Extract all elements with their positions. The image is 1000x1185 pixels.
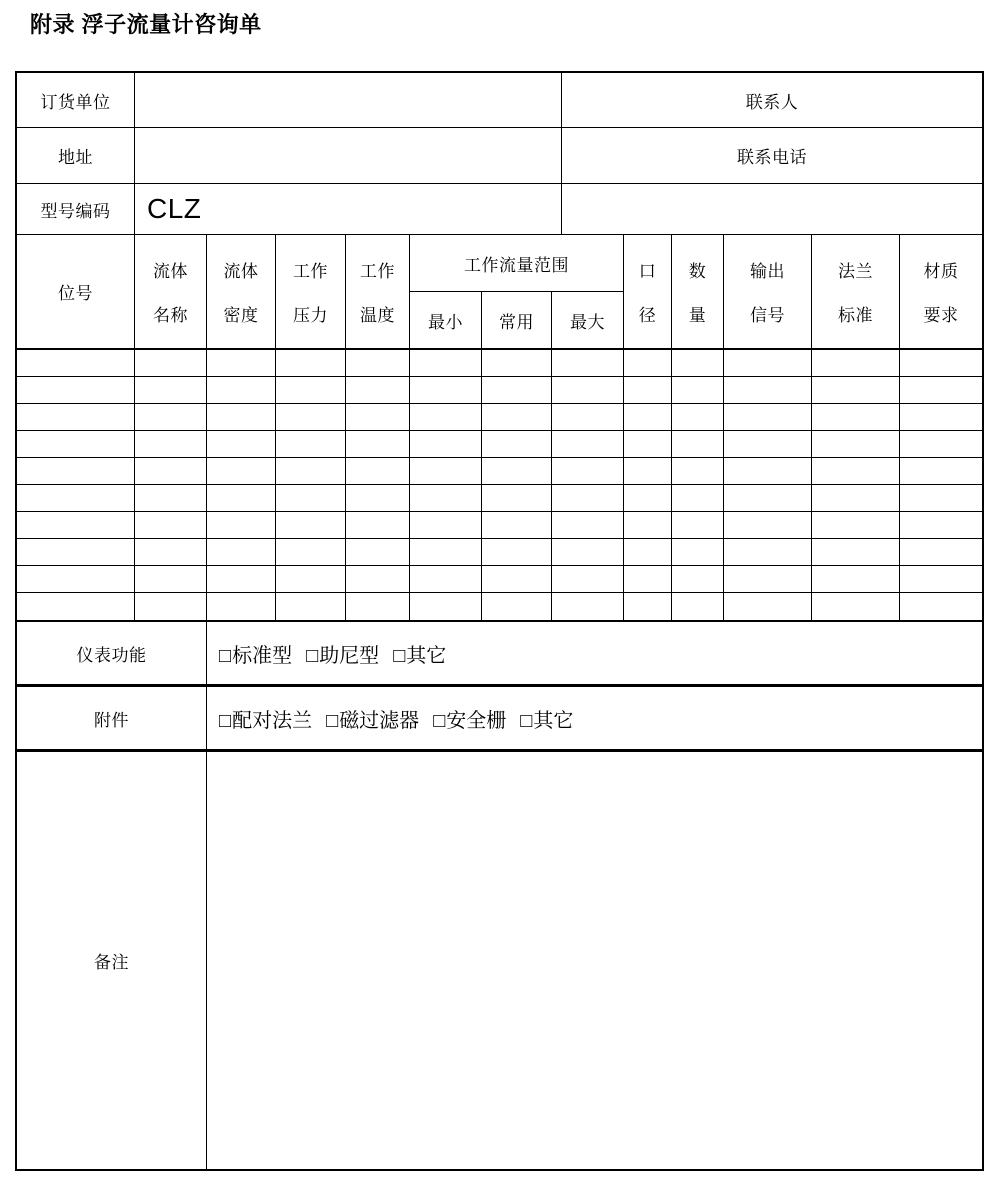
col-header-flange-standard [812,235,900,350]
grid-cell [346,593,410,620]
flowmeter-spec-table [17,234,982,620]
grid-cell [346,377,410,404]
grid-cell [207,539,276,566]
grid-cell [724,404,812,431]
checkbox-option [326,704,419,733]
grid-cell [724,539,812,566]
contact-info-section [17,73,982,234]
grid-cell [135,404,207,431]
grid-cell [135,431,207,458]
grid-cell [672,539,724,566]
checkbox-label: 标准型 [232,644,293,667]
grid-cell [207,377,276,404]
grid-cell [346,485,410,512]
grid-cell [276,350,346,377]
remarks-field [207,752,982,1169]
grid-cell [724,566,812,593]
grid-cell [410,377,482,404]
grid-cell [135,512,207,539]
grid-cell [482,485,552,512]
grid-cell [624,377,672,404]
col-header-material-requirement [900,235,982,350]
grid-cell [552,593,624,620]
header-line: 常用 [499,312,534,332]
grid-cell [552,539,624,566]
grid-cell [812,566,900,593]
grid-cell [552,485,624,512]
model-code-value: CLZ [135,184,562,234]
checkbox-icon: □ [219,644,232,667]
grid-cell [724,485,812,512]
grid-cell [672,404,724,431]
grid-cell [552,566,624,593]
col-header-flow-normal [482,292,552,350]
header-line: 输出 [750,262,785,282]
header-line: 最小 [428,312,463,332]
accessories-options [207,687,982,750]
grid-cell [17,512,135,539]
grid-cell [724,458,812,485]
grid-cell [482,404,552,431]
grid-cell [900,539,982,566]
grid-cell [410,404,482,431]
grid-cell [346,350,410,377]
col-header-fluid-name [135,235,207,350]
header-line: 口 [638,262,657,282]
grid-cell [482,350,552,377]
grid-cell [624,404,672,431]
order-unit-label: 订货单位 [17,73,135,128]
grid-cell [17,593,135,620]
page-title: 附录 浮子流量计咨询单 [30,12,262,37]
header-line: 名称 [153,305,188,325]
checkbox-label: 安全栅 [446,709,507,732]
header-line: 量 [688,305,707,325]
grid-cell [17,404,135,431]
grid-cell [624,431,672,458]
grid-cell [672,350,724,377]
grid-cell [672,512,724,539]
header-line: 工作流量范围 [464,255,569,275]
grid-cell [410,458,482,485]
grid-cell [724,350,812,377]
grid-cell [552,458,624,485]
grid-cell [552,377,624,404]
header-line: 流体 [223,262,259,282]
grid-cell [624,593,672,620]
grid-cell [812,377,900,404]
grid-cell [672,431,724,458]
grid-cell [346,512,410,539]
header-line: 密度 [223,305,259,325]
grid-cell [207,512,276,539]
col-header-diameter [624,235,672,350]
grid-cell [135,350,207,377]
grid-cell [207,566,276,593]
checkbox-icon: □ [433,709,446,732]
grid-cell [624,566,672,593]
col-header-working-pressure [276,235,346,350]
grid-cell [346,566,410,593]
col-header-quantity [672,235,724,350]
grid-cell [482,566,552,593]
grid-cell [346,404,410,431]
grid-cell [482,512,552,539]
grid-cell [724,593,812,620]
col-header-working-temperature [346,235,410,350]
instrument-function-section [17,620,982,685]
checkbox-icon: □ [219,709,232,732]
grid-cell [812,539,900,566]
grid-cell [410,566,482,593]
grid-cell [900,404,982,431]
grid-cell [207,431,276,458]
checkbox-label: 其它 [533,709,574,732]
grid-cell [812,404,900,431]
model-code-extra-field [562,184,982,234]
checkbox-option [433,704,506,733]
grid-cell [276,566,346,593]
grid-cell [135,485,207,512]
address-field [135,128,562,184]
grid-cell [17,485,135,512]
header-line: 径 [638,305,657,325]
grid-cell [624,539,672,566]
grid-cell [624,512,672,539]
header-line: 位号 [58,284,93,303]
address-label: 地址 [17,128,135,184]
grid-cell [482,539,552,566]
checkbox-icon: □ [520,709,533,732]
grid-cell [900,350,982,377]
grid-cell [207,458,276,485]
contact-phone-label: 联系电话 [562,128,982,184]
checkbox-option [306,639,379,668]
col-header-flow-max [552,292,624,350]
grid-cell [724,377,812,404]
grid-cell [276,377,346,404]
grid-cell [410,485,482,512]
remarks-section [17,750,982,1169]
grid-cell [624,350,672,377]
grid-cell [900,458,982,485]
grid-cell [724,431,812,458]
grid-cell [812,593,900,620]
grid-cell [552,404,624,431]
grid-cell [17,458,135,485]
checkbox-option [219,704,312,733]
grid-cell [900,566,982,593]
grid-cell [812,512,900,539]
grid-cell [276,431,346,458]
checkbox-icon: □ [393,644,406,667]
col-header-flow-range-group [410,235,624,292]
instrument-function-label: 仪表功能 [17,622,207,685]
grid-cell [482,458,552,485]
instrument-function-options [207,622,982,685]
grid-cell [724,512,812,539]
grid-cell [276,404,346,431]
checkbox-option [219,639,292,668]
grid-cell [624,485,672,512]
grid-cell [135,593,207,620]
grid-cell [900,593,982,620]
grid-cell [672,485,724,512]
model-code-label: 型号编码 [17,184,135,234]
grid-cell [410,593,482,620]
order-unit-field [135,73,562,128]
grid-cell [207,350,276,377]
grid-cell [672,593,724,620]
checkbox-label: 助尼型 [319,644,380,667]
grid-cell [812,350,900,377]
header-line: 要求 [923,305,959,325]
header-line: 工作 [293,262,328,282]
grid-cell [276,485,346,512]
header-line: 标准 [838,305,873,325]
grid-cell [207,593,276,620]
header-line: 流体 [153,262,188,282]
grid-cell [410,512,482,539]
grid-cell [17,566,135,593]
col-header-output-signal [724,235,812,350]
grid-cell [672,566,724,593]
grid-cell [207,404,276,431]
header-line: 材质 [923,262,959,282]
grid-cell [346,431,410,458]
grid-cell [482,431,552,458]
header-line: 数 [688,262,707,282]
col-header-fluid-density [207,235,276,350]
grid-cell [482,377,552,404]
grid-cell [410,431,482,458]
grid-cell [552,431,624,458]
grid-cell [17,377,135,404]
grid-cell [812,485,900,512]
accessories-label: 附件 [17,687,207,750]
grid-cell [552,350,624,377]
checkbox-icon: □ [326,709,339,732]
grid-cell [900,512,982,539]
header-line: 法兰 [838,262,873,282]
checkbox-label: 磁过滤器 [339,709,420,732]
accessories-section [17,685,982,750]
grid-cell [135,458,207,485]
remarks-label: 备注 [17,752,207,1169]
grid-cell [346,458,410,485]
header-line: 压力 [293,305,328,325]
col-header-tag [17,235,135,350]
grid-cell [624,458,672,485]
grid-cell [207,485,276,512]
grid-cell [135,539,207,566]
grid-cell [812,458,900,485]
grid-cell [900,485,982,512]
grid-cell [672,377,724,404]
grid-cell [552,512,624,539]
grid-cell [17,350,135,377]
grid-cell [672,458,724,485]
grid-cell [276,512,346,539]
grid-cell [410,350,482,377]
grid-cell [900,377,982,404]
checkbox-icon: □ [306,644,319,667]
header-line: 工作 [360,262,395,282]
grid-cell [135,377,207,404]
grid-cell [276,539,346,566]
checkbox-option [520,704,573,733]
grid-cell [17,539,135,566]
header-line: 信号 [750,305,785,325]
grid-cell [135,566,207,593]
grid-cell [276,593,346,620]
grid-cell [812,431,900,458]
checkbox-option [393,639,446,668]
col-header-flow-min [410,292,482,350]
grid-cell [410,539,482,566]
header-line: 温度 [360,305,395,325]
grid-cell [482,593,552,620]
grid-cell [17,431,135,458]
checkbox-label: 配对法兰 [232,709,313,732]
header-line: 最大 [570,312,605,332]
checkbox-label: 其它 [406,644,447,667]
grid-cell [346,539,410,566]
grid-cell [276,458,346,485]
grid-cell [900,431,982,458]
contact-person-label: 联系人 [562,73,982,128]
inquiry-form-table [15,71,984,1171]
